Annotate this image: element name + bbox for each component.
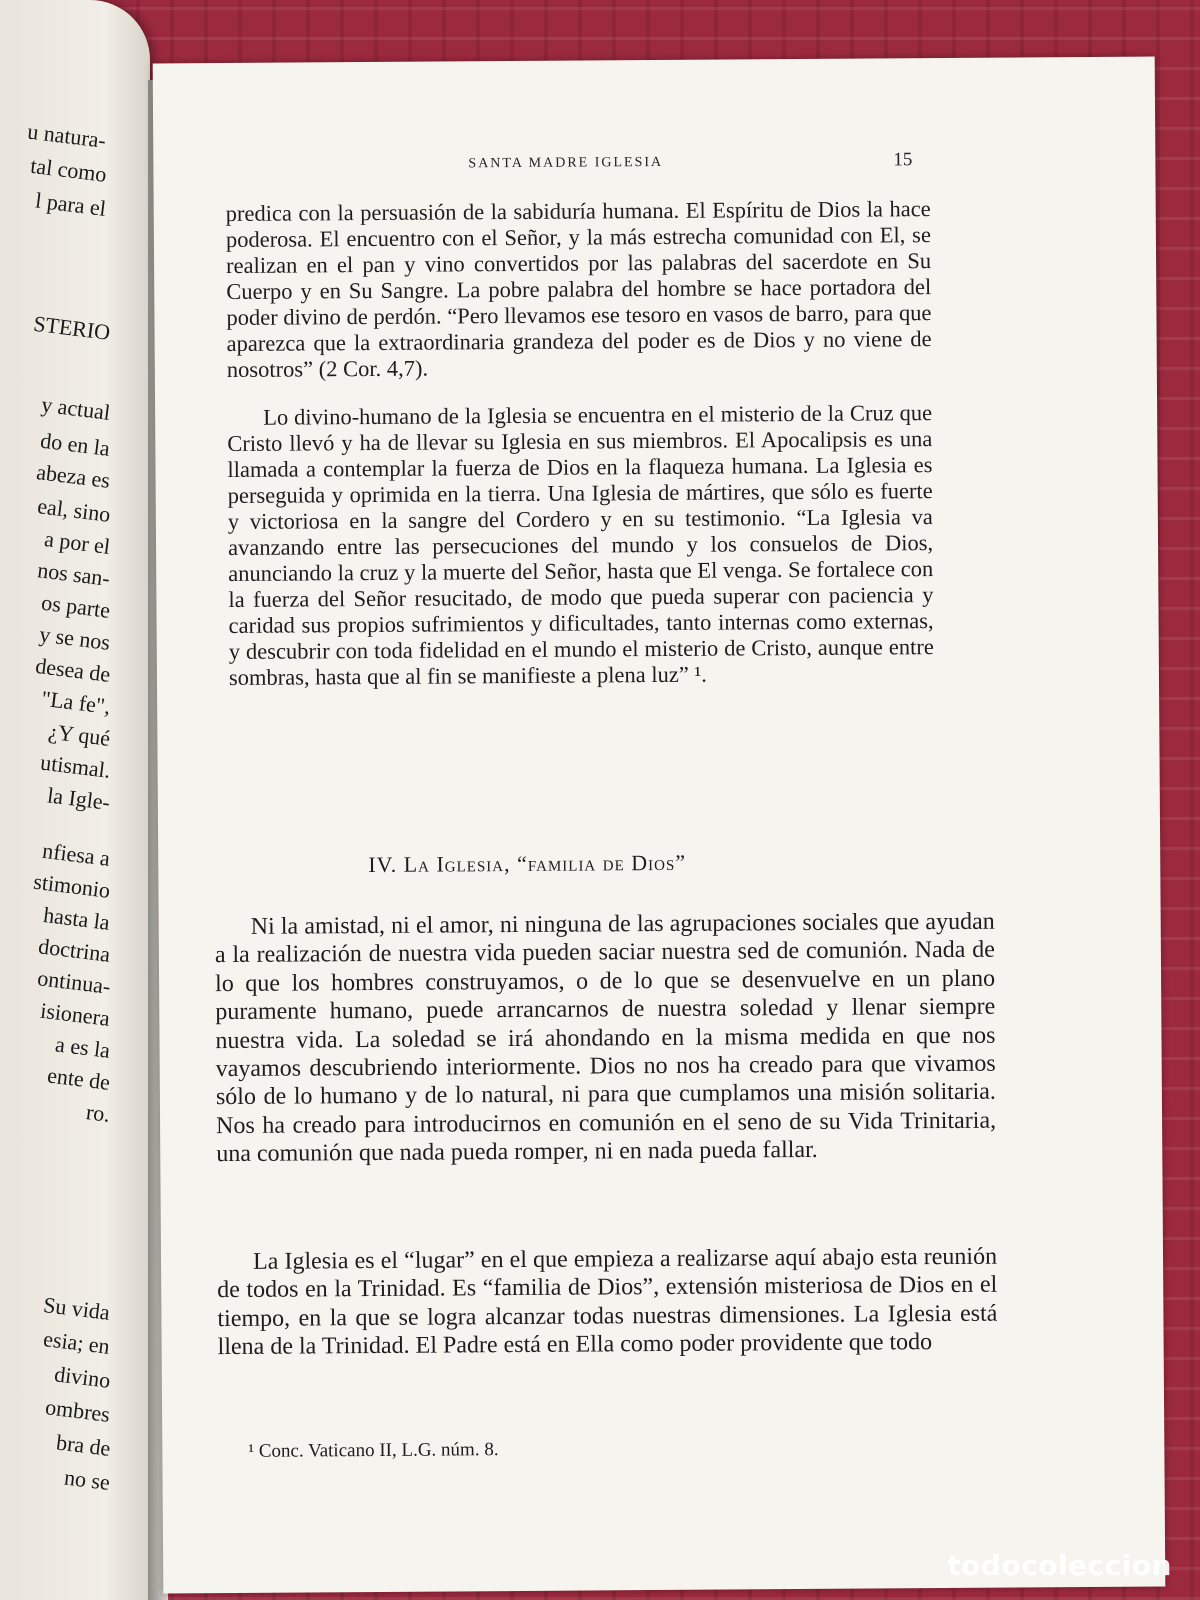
footnote: ¹ Conc. Vaticano II, L.G. núm. 8. — [248, 1439, 499, 1462]
paragraph-2: Lo divino-humano de la Iglesia se encuentra en el misterio de la Cruz que Cristo llevó y ha de llevar su Iglesia en sus miembros. El Apocalipsis es una llamada a contemplar la fuerza de Dios en la flaqueza humana. La Iglesia es perseguida y oprimida en la tierra. Una Iglesia de mártires, que sólo es fuerte y victoriosa en la sangre del Cordero y en su testimonio. “La Iglesia va avanzando entre las persecuciones del mundo y los consuelos de Dios, anunciando la cruz y la muerte del Señor, hasta que El venga. Se fortalece con la fuerza del Señor resucitado, de modo que pueda superar con paciencia y caridad sus propios sufrimientos y dificultades, tanto internas como externas, y descubrir con toda fidelidad en el mundo el misterio de Cristo, aunque entre sombras, hasta que al fin se manifieste a plena luz” ¹. — [227, 400, 934, 690]
running-head — [153, 149, 1155, 183]
left-page-line: isionera — [39, 997, 112, 1031]
book-page — [153, 57, 1166, 1594]
watermark-logo: todocoleccion — [947, 1549, 1172, 1582]
left-page-line: y actual — [40, 391, 112, 425]
left-page-line: STERIO — [32, 310, 112, 345]
left-page-line: la Igle- — [46, 782, 112, 815]
page-number: 15 — [893, 149, 913, 171]
left-page-line: ontinua- — [35, 965, 112, 999]
paragraph-3: Ni la amistad, ni el amor, ni ninguna de las agrupaciones sociales que ayudan a la realización de nuestra vida pueden saciar nuestra sed de comunión. Nada de lo que los hombres construyamos, o de lo que se desenvuelve en un plano puramente humano, puede arrancarnos de nuestra soledad y llenar siempre nuestra vida. La soledad se irá ahondando en la misma medida en que nos vayamos descubriendo interiormente. Dios no nos ha creado para que vivamos sólo de lo humano y de lo natural, ni para que cumplamos una misión solitaria. Nos ha creado para introducirnos en comunión en el seno de su Vida Trinitaria, una comunión que nada pueda romper, ni en nada pueda fallar. — [214, 908, 997, 1168]
left-page-line: ente de — [46, 1062, 112, 1095]
left-page-line: abeza es — [35, 459, 112, 493]
left-page-line: a por el — [43, 526, 112, 559]
left-page-line: no se — [63, 1464, 112, 1495]
section-heading: IV. La Iglesia, “familia de Dios” — [368, 849, 687, 878]
left-page-line: u natura- — [26, 118, 108, 153]
left-page-line: desea de — [33, 652, 112, 687]
left-page-line: "La fe", — [39, 685, 112, 719]
left-page — [0, 0, 150, 1600]
left-page-line: y se nos — [38, 621, 112, 655]
paragraph-1: predica con la persuasión de la sabiduría humana. El Espíritu de Dios la hace poderosa. El encuentro con el Señor, y la más estrecha comunidad con El, se realizan en el pan y vino convertidos por las palabras del sacerdote en Su Cuerpo y en Su Sangre. La pobre palabra del hombre se hace portadora del poder divino de perdón. “Pero llevamos ese tesoro en vasos de barro, para que aparezca que la extraordinaria grandeza del poder es de Dios y no viene de nosotros” (2 Cor. 4,7). — [225, 196, 932, 383]
left-page-line: hasta la — [42, 901, 112, 935]
left-page-line: l para el — [34, 187, 108, 221]
left-page-line: a es la — [53, 1031, 112, 1063]
left-page-line: do en la — [39, 427, 112, 461]
left-page-line: nos san- — [36, 557, 112, 591]
left-page-line: ¿Y qué — [46, 718, 112, 751]
left-page-line: esia; en — [42, 1325, 112, 1359]
left-page-line: ombres — [44, 1394, 112, 1427]
left-page-line: divino — [52, 1361, 112, 1393]
left-page-line: Su vida — [42, 1291, 112, 1325]
left-page-line: bra de — [54, 1429, 112, 1461]
left-page-line: utismal. — [38, 749, 112, 783]
left-page-line: tal como — [28, 152, 108, 187]
paragraph-4: La Iglesia es el “lugar” en el que empieza a realizarse aquí abajo esta reunión de todos en la Trinidad. Es “familia de Dios”, extensión misteriosa de Dios en el tiempo, en la que se logra alcanzar todas nuestras dimensiones. La Iglesia está llena de la Trinidad. El Padre está en Ella como poder providente que todo — [217, 1243, 998, 1361]
left-page-line: os parte — [40, 589, 112, 623]
left-page-line: nfiesa a — [41, 837, 112, 871]
running-head-title: SANTA MADRE IGLESIA — [468, 154, 664, 172]
left-page-line: eal, sino — [35, 493, 112, 527]
left-page-line: doctrina — [36, 933, 112, 967]
left-page-line: stimonio — [32, 868, 112, 903]
left-page-line: ro. — [84, 1099, 112, 1127]
